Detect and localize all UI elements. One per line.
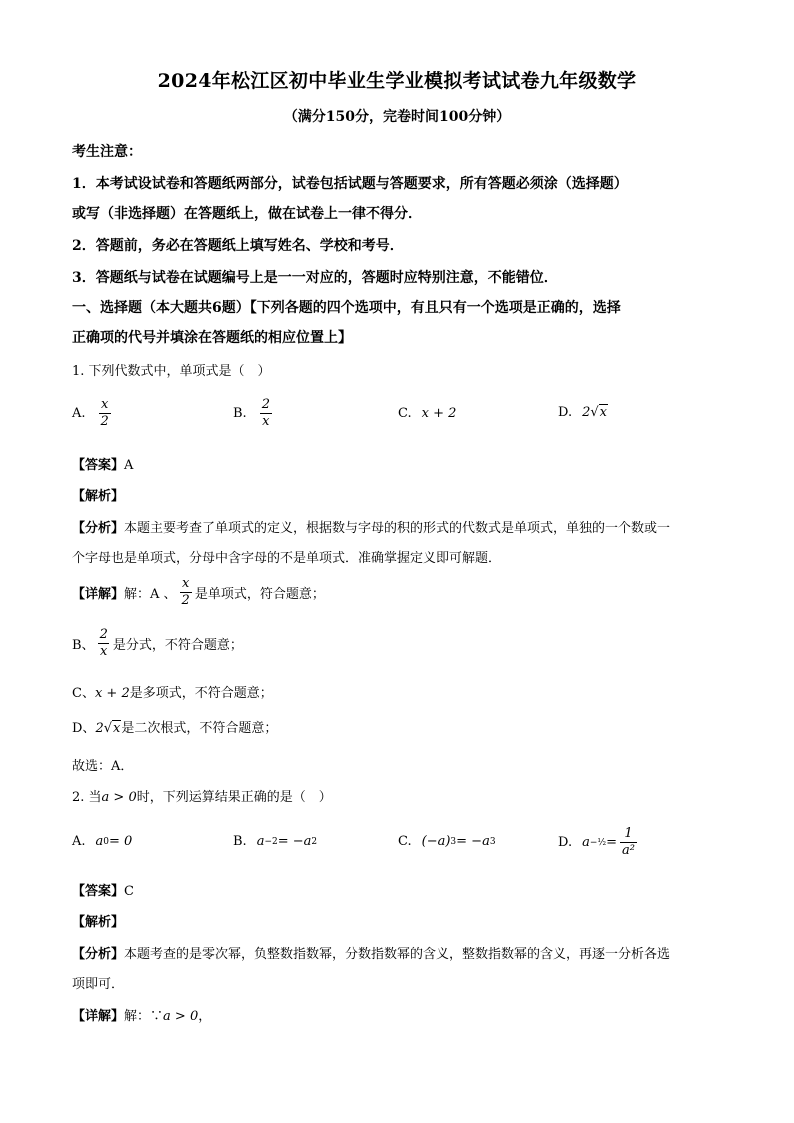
q2-stem: 2. 当a > 0时，下列运算结果正确的是（ ）	[72, 790, 332, 805]
q2-analysis-tag: 【解析】	[72, 915, 125, 930]
q1-option-d: D. 2 √x	[558, 405, 608, 420]
q1-fenxi-line-1: 【分析】本题主要考查了单项式的定义，根据数与字母的积的形式的代数式是单项式，单独的一个数或一	[72, 521, 671, 536]
q1-option-c	[398, 406, 456, 421]
q1-detail-b: B、 $\frac{2}{x}$ 是分式，不符合题意；	[72, 627, 243, 659]
q1-detail-d: D、2√x是二次根式，不符合题意；	[72, 721, 278, 736]
q2-option-b: B. a −2 = −a 2	[233, 834, 318, 849]
q1-detail-c: C、x + 2是多项式，不符合题意；	[72, 686, 273, 701]
section-1-heading-line-1: 一、选择题（本大题共6题）【下列各题的四个选项中，有且只有一个选项是正确的，选择	[72, 300, 621, 316]
q1-option-c-expr: x + 2	[421, 406, 457, 421]
q1-option-b	[233, 397, 275, 430]
q2-option-a: A. a 0 = 0	[72, 834, 133, 849]
page-title: 2024年松江区初中毕业生学业模拟考试试卷九年级数学	[157, 70, 637, 92]
q1-answer: 【答案】A	[72, 458, 134, 473]
q1-option-b-fraction: $\frac{2}{x}$	[261, 397, 270, 429]
q1-option-a-label: A.	[72, 406, 86, 421]
q2-detail: 【详解】解：∵a > 0，	[72, 1009, 212, 1024]
page-subtitle: （满分150分，完卷时间100分钟）	[283, 109, 511, 125]
q1-analysis-tag: 【解析】	[72, 489, 125, 504]
q1-conclusion: 故选：A．	[72, 759, 134, 774]
q1-stem: 1. 下列代数式中，单项式是（ ）	[72, 364, 271, 379]
q2-fenxi-line-1: 【分析】本题考查的是零次幂，负整数指数幂，分数指数幂的含义，整数指数幂的含义，再逐一分析各选	[72, 947, 671, 962]
q1-fenxi-line-2: 个字母也是单项式，分母中含字母的不是单项式．准确掌握定义即可解题．	[72, 551, 502, 566]
notice-item-2: 2．答题前，务必在答题纸上填写姓名、学校和考号．	[72, 238, 404, 254]
section-1-heading-line-2: 正确项的代号并填涂在答题纸的相应位置上】	[72, 330, 352, 346]
q2-fenxi-line-2: 项即可．	[72, 977, 125, 992]
q2-option-c: C. (−a) 3 = −a 3	[398, 834, 496, 849]
q2-answer: 【答案】C	[72, 884, 134, 899]
notice-item-3: 3．答题纸与试卷在试题编号上是一一对应的，答题时应特别注意，不能错位．	[72, 270, 558, 286]
q1-detail-a: 【详解】 解：A 、 $\frac{x}{2}$ 是单项式，符合题意；	[72, 576, 325, 608]
q1-option-c-label: C.	[398, 406, 412, 421]
q1-option-a-fraction: $\frac{x}{2}$	[100, 397, 109, 429]
sqrt-symbol: √x	[103, 721, 121, 736]
q1-option-d-label: D.	[558, 405, 573, 420]
q2-option-d: D. a −½ = $\frac{1}{\text{a²}}$	[558, 826, 635, 858]
notice-heading: 考生注意：	[72, 144, 142, 160]
notice-item-1-line-2: 或写（非选择题）在答题纸上，做在试卷上一律不得分．	[72, 206, 422, 222]
q1-option-b-label: B.	[233, 406, 247, 421]
sqrt-symbol: √x	[590, 405, 608, 420]
q1-option-a	[72, 397, 114, 430]
notice-item-1-line-1: 1．本考试设试卷和答题纸两部分，试卷包括试题与答题要求，所有答题必须涂（选择题）	[72, 176, 628, 192]
